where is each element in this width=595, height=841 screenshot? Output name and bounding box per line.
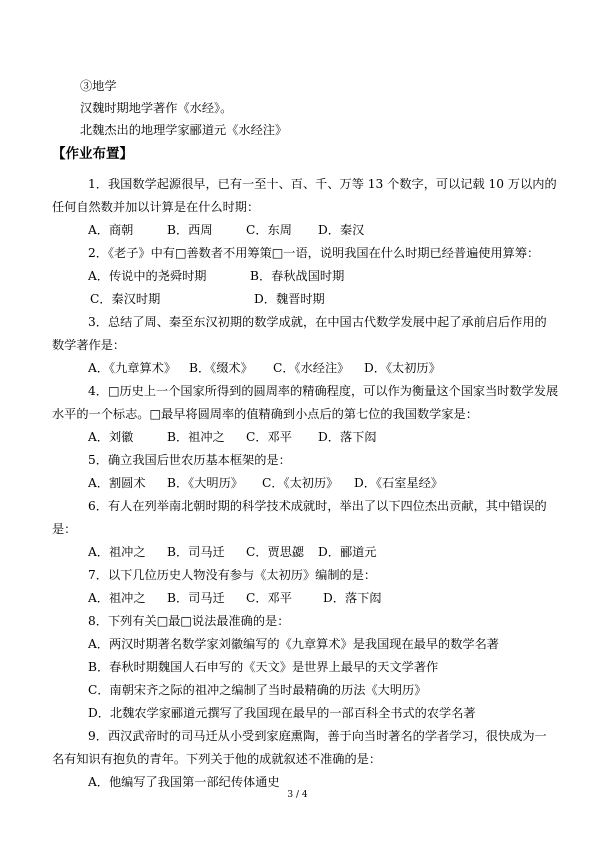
answer-option: A．割圆术 <box>88 476 146 490</box>
answer-option: D．郦道元 <box>318 545 377 559</box>
answer-option: D．《石室星经》 <box>354 476 443 490</box>
answer-option: D．秦汉 <box>318 223 365 237</box>
answer-option: C．邓平 <box>246 430 292 444</box>
question-text: 2．《老子》中有□善数者不用筹策□一语，说明我国在什么时期已经普遍使用算筹： <box>88 246 540 260</box>
answer-option: A．祖冲之 <box>88 591 146 605</box>
answer-option: B．司马迁 <box>167 545 225 559</box>
question-text: 7．以下几位历史人物没有参与《太初历》编制的是： <box>88 568 377 582</box>
answer-option: D．落下闳 <box>318 430 377 444</box>
question-text: 数学著作是： <box>52 338 126 352</box>
answer-option: D．《太初历》 <box>364 361 441 375</box>
question-text: 8．下列有关□最□说法最准确的是： <box>88 614 290 628</box>
answer-option: A．《九章算术》 <box>88 361 177 375</box>
answer-option: C．南朝宋齐之际的祖冲之编制了当时最精确的历法《大明历》 <box>88 683 427 697</box>
section-title: 【作业布置】 <box>52 146 133 162</box>
question-text: 任何自然数并加以计算是在什么时期： <box>52 200 260 214</box>
question-text: 1．我国数学起源很早，已有一至十、百、千、万等 13 个数字，可以记载 10 万以内的 <box>88 177 557 191</box>
answer-option: C．《太初历》 <box>262 476 339 490</box>
answer-option: C．秦汉时期 <box>90 292 161 306</box>
answer-option: A．两汉时期著名数学家刘徽编写的《九章算术》是我国现在最早的数学名著 <box>88 637 499 651</box>
answer-option: B．《大明历》 <box>167 476 243 490</box>
question-text: 3．总结了周、秦至东汉初期的数学成就，在中国古代数学发展中起了承前启后作用的 <box>88 315 547 329</box>
question-text: 水平的一个标志。□最早将圆周率的值精确到小点后的第七位的我国数学家是： <box>52 407 478 421</box>
answer-option: A．他编写了我国第一部纪传体通史 <box>88 775 280 789</box>
answer-option: B．《缀术》 <box>189 361 253 375</box>
answer-option: B．司马迁 <box>167 591 225 605</box>
question-text: 是： <box>52 522 77 536</box>
answer-option: B．祖冲之 <box>167 430 225 444</box>
question-text: 5．确立我国后世农历基本框架的是： <box>88 453 291 467</box>
question-text: 4．□历史上一个国家所得到的圆周率的精确程度，可以作为衡量这个国家当时数学发展 <box>88 384 559 398</box>
answer-option: C．东周 <box>246 223 292 237</box>
intro-line: 北魏杰出的地理学家郦道元《水经注》 <box>80 123 288 137</box>
question-text: 9．西汉武帝时的司马迁从小受到家庭熏陶，善于向当时著名的学者学习，很快成为一 <box>88 729 547 743</box>
intro-line: 汉魏时期地学著作《水经》。 <box>80 101 233 115</box>
answer-option: B．春秋战国时期 <box>250 269 345 283</box>
page-number: 3 / 4 <box>287 790 308 800</box>
question-text: 名有知识有抱负的青年。下列关于他的成就叙述不准确的是： <box>52 752 382 766</box>
answer-option: A．刘徽 <box>88 430 134 444</box>
question-text: 6．有人在列举南北朝时期的科学技术成就时，举出了以下四位杰出贡献，其中错误的 <box>88 499 547 513</box>
answer-option: B．春秋时期魏国人石申写的《天文》是世界上最早的天文学著作 <box>88 660 439 674</box>
answer-option: C．贾思勰 <box>246 545 305 559</box>
answer-option: C．邓平 <box>246 591 292 605</box>
answer-option: A．传说中的尧舜时期 <box>88 269 207 283</box>
subsection-label: ③地学 <box>80 79 117 93</box>
answer-option: D．落下闳 <box>323 591 382 605</box>
answer-option: D．魏晋时期 <box>254 292 325 306</box>
answer-option: A．祖冲之 <box>88 545 146 559</box>
answer-option: A．商朝 <box>88 223 134 237</box>
answer-option: B．西周 <box>167 223 213 237</box>
answer-option: D．北魏农学家郦道元撰写了我国现在最早的一部百科全书式的农学名著 <box>88 706 476 720</box>
answer-option: C．《水经注》 <box>273 361 350 375</box>
